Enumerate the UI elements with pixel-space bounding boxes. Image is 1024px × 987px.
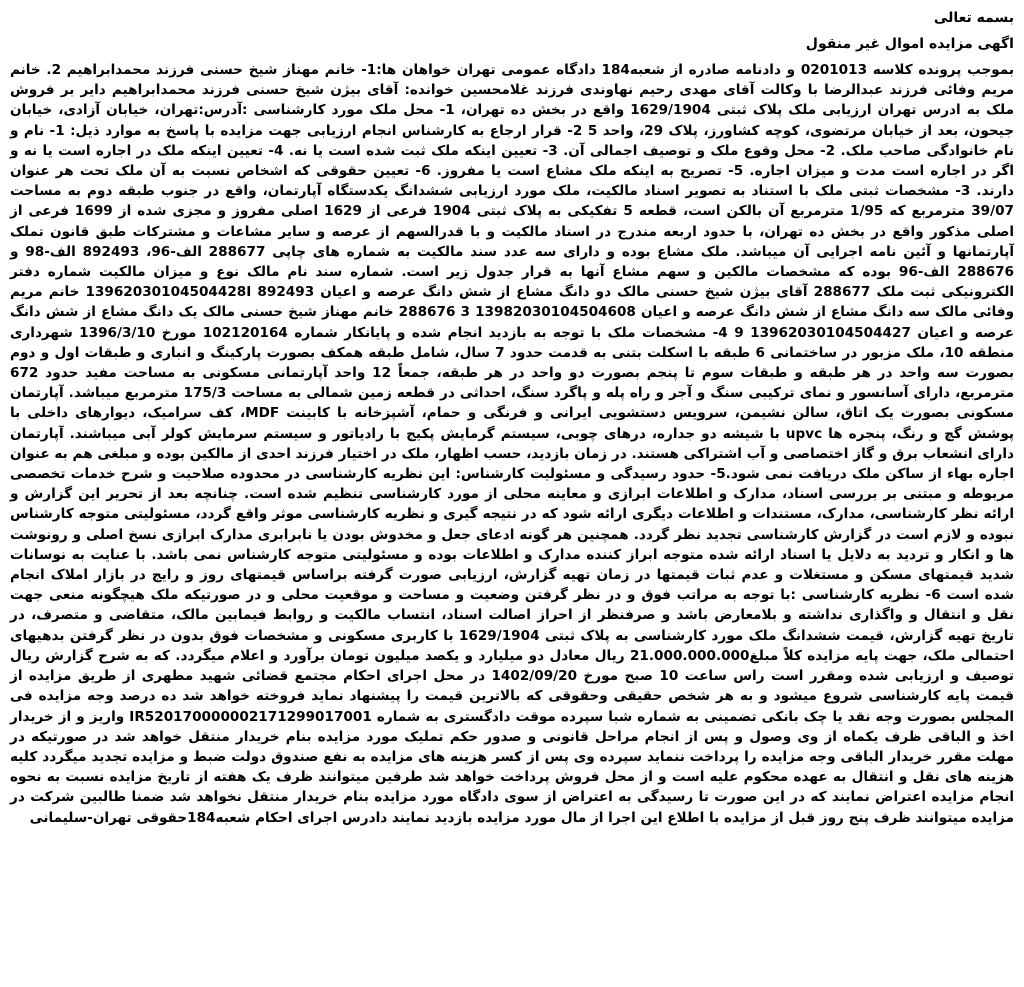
notice-body-text: بموجب پرونده کلاسه 0201013 و دادنامه صادره از شعبه184 دادگاه عمومی تهران خواهان ها:1- خانم مهناز شیخ حسنی فرزند محمدابراهیم 2. خانم مریم وفائی فرزند عبدالرضا با وکالت آقای مهدی رحیم نهاوندی فرزند غلامحسین خوانده: آقای بیژن شیخ حسنی فرزند محمدابراهیم دایر بر فروش ملک به ادرس تهران ارزیابی ملک پلاک ثبتی 1629/1904 واقع در بخش ده تهران، 1- محل ملک مورد کارشناسی :آدرس:تهران، خیابان آزادی، خیابان جیحون، بعد از خیابان مرتضوی، کوچه کشاورز، پلاک 29، واحد 5 2- قرار ارجاع به کارشناس انجام ارزیابی جهت مزایده با پاسخ به موارد ذیل: 1- نام و نام خانوادگی صاحب ملک. 2- محل وقوع ملک و توصیف اجمالی آن. 3- تعیین اینکه ملک ثبت شده است یا نه. 4- تعیین اینکه ملک در اجاره است یا نه و اگر در اجاره است مدت و میزان اجاره. 5- تصریح به اینکه ملک مشاع است یا مفروز. 6- تعیین حقوقی که اشخاص نسبت به آن ملک تحت هر عنوان دارند. 3- مشخصات ثبتی ملک با استناد به تصویر اسناد مالکیت، ملک مورد ارزیابی ششدانگ یکدستگاه آپارتمان، واقع در جنوب طبقه دوم به مساحت 39/07 مترمربع که 1/95 مترمربع آن بالکن است، قطعه 5 تفکیکی به پلاک ثبتی 1904 فرعی از 1629 اصلی مفروز و مجزی شده از 1699 فرعی از اصلی مذکور واقع در بخش ده تهران، با حدود اربعه مندرج در اسناد مالکیت و با قدرالسهم از عرصه و سایر مشاعات و مشترکات طبق قانون تملک آپارتمانها و آئین نامه اجرایی آن میباشد. ملک مشاع بوده و دارای سه عدد سند مالکیت به شماره های چاپی 288677 الف-96، 892493 الف-98 و 288676 الف-96 بوده که مشخصات مالکین و سهم مشاع آنها به قرار جدول زیر است. شماره سند نام مالک نوع و میزان مالکیت شماره دفتر الکترونیکی ثبت ملک 288677 آقای بیژن شیخ حسنی مالک دو دانگ مشاع از شش دانگ عرصه و اعیان 13962030104504428I 892493 خانم مریم وفائی مالک سه دانگ مشاع از شش دانگ عرصه و اعیان 13982030104504608 3 288676 خانم مهناز شیخ حسنی مالک یک دانگ مشاع از شش دانگ عرصه و اعیان 13962030104504427 9 4- مشخصات ملک با توجه به بازدید انجام شده و پایانکار شماره 102120164 مورخ 1396/3/10 شهرداری منطقه 10، ملک مزبور در ساختمانی 6 طبقه با اسکلت بتنی به قدمت حدود 7 سال، شامل طبقه همکف بصورت پارکینگ و انباری و طبقات اول و دوم بصورت سه واحد در هر طبقه و طبقات سوم تا پنجم بصورت دو واحد در هر طبقه، جمعاً 12 واحد آپارتمانی مسکونی به مساحت مفید حدود 672 مترمربع، دارای آسانسور و نمای ترکیبی سنگ و آجر و راه پله و پاگرد سنگ، احداثی در قطعه زمین شمالی به مساحت 175/3 مترمربع میباشد. آپارتمان مسکونی بصورت یک اتاق، سالن نشیمن، سرویس دستشویی ایرانی و فرنگی و حمام، آشپزخانه با کابینت MDF، کف سرامیک، دیوارهای داخلی با پوشش گچ و رنگ، پنجره ها upvc با شیشه دو جداره، درهای چوبی، سیستم گرمایش پکیج با رادیاتور و سیستم سرمایش کولر آبی میباشند. آپارتمان دارای انشعاب برق و گاز اختصاصی و آب اشتراکی هستند. در زمان بازدید، حسب اظهار، ملک در اختیار فرزند احدی از مالکین بوده و مبلغی هم به عنوان اجاره بهاء از ساکن ملک دریافت نمی شود.5- حدود رسیدگی و مسئولیت کارشناس: این نظریه کارشناسی در محدوده صلاحیت و شرح خدمات تخصصی مربوطه و مبتنی بر بررسی اسناد، مدارک و اطلاعات ابرازی و معاینه محلی از مورد کارشناسی تنظیم شده است. چنانچه بعد از تحریر این گزارش و ارائه نظر کارشناسی، مدارک، مستندات و اطلاعات دیگری ارائه شود که در نتیجه گیری و نظریه کارشناسی موثر واقع گردد، مسئولیتی متوجه کارشناس نبوده و لازم است در گزارش کارشناسی تجدید نظر گردد. همچنین هر گونه ادعای جعل و مخدوش بودن یا نابرابری مدارک ابرازی نسخ اصلی و رونوشت ها و انکار و تردید به دلایل یا اسناد ارائه شده متوجه ابراز کننده مدارک و اطلاعات بوده و مسئولیتی متوجه کارشناس نمی باشد. با عنایت به نوسانات شدید قیمتهای مسکن و مستغلات و عدم ثبات قیمتها در زمان تهیه گزارش، ارزیابی صورت گرفته براساس قیمتهای روز و رایج در بازار املاک انجام شده است 6- نظریه کارشناسی :با توجه به مراتب فوق و در نظر گرفتن وضعیت و مساحت و موقعیت محلی و در صورتیکه ملک هیچگونه منعی جهت نقل و انتقال و واگذاری نداشته و بلامعارض باشد و صرفنظر از احراز اصالت اسناد، انتساب مالکیت و روابط فیمابین مالک، متقاضی و متصرف، در تاریخ تهیه گزارش، قیمت ششدانگ ملک مورد کارشناسی به پلاک ثبتی 1629/1904 با کاربری مسکونی و مشخصات فوق بدون در نظر گرفتن بدهیهای احتمالی ملک، جهت پایه مزایده کلاً مبلغ21.000.000.000 ریال معادل دو میلیارد و یکصد میلیون تومان برآورد و اعلام میگردد. که به شرح گزارش ریال توصیف و ارزیابی شده ومقرر است راس ساعت 10 صبح مورخ 1402/09/20 در محل اجرای احکام مجتمع قضائی شهید مطهری از طریق مزایده از قیمت پایه کارشناسی شروع میشود و به هر شخص حقیقی وحقوقی که بالاترین قیمت را پیشنهاد نماید فروخته خواهد شد ده درصد وجه مزایده فی المجلس بصورت وجه نقد یا چک بانکی تضمینی به شماره شبا سپرده موقت دادگستری به شماره IR520170000002171299017001 واریز و از خریدار اخذ و الباقی ظرف یکماه از وی وصول و پس از انجام مراحل قانونی و صدور حکم تملیک مورد مزایده بنام خریدار منتقل خواهد شد در صورتیکه در مهلت مقرر خریدار الباقی وجه مزایده را پرداخت ننماید سپرده وی پس از کسر هزینه های مزایده به نفع صندوق دولت ضبط و مزایده تجدید میگردد کلیه هزینه های نقل و انتقال به عهده محکوم علیه است و از محل فروش پرداخت خواهد شد طرفین میتوانند ظرف یک هفته از تاریخ مزایده نسبت به نحوه انجام مزایده اعتراض نمایند که در این صورت تا رسیدگی به اعتراض از سوی دادگاه مورد مزایده بنام خریدار منتقل نخواهد شد ضمنا طالبین شرکت در مزایده میتوانند ظرف پنج روز قبل از مزایده با اطلاع این اجرا از مال مورد مزایده بازدید نمایند دادرس اجرای احکام شعبه184حقوقی تهران-سلیمانی — [10, 62, 1015, 826]
notice-title: اگهی مزایده اموال غیر منقول — [805, 36, 1014, 52]
invocation-heading: بسمه تعالی — [933, 10, 1014, 26]
